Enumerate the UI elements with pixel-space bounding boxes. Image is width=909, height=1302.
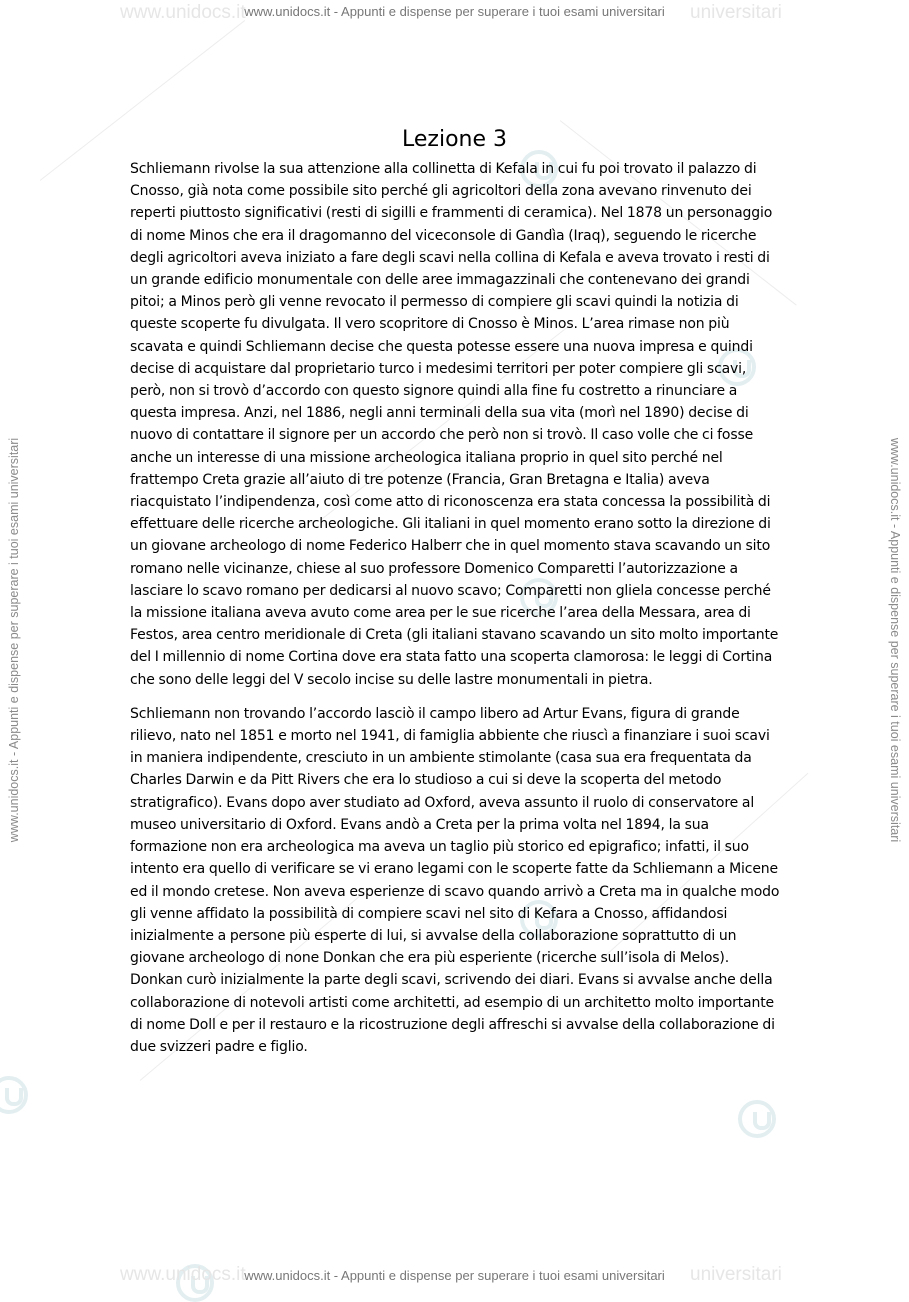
- watermark-banner-bottom: www.unidocs.it - Appunti e dispense per superare i tuoi esami universitari: [244, 1268, 665, 1283]
- document-body: [130, 158, 782, 1070]
- watermark-line: [40, 20, 245, 181]
- watermark-banner-right: www.unidocs.it - Appunti e dispense per superare i tuoi esami universitari: [888, 437, 902, 843]
- page-title: Lezione 3: [402, 126, 507, 152]
- watermark-ghost-text: www.unidocs.it: [120, 2, 246, 23]
- watermark-logo-icon: [738, 1100, 776, 1138]
- watermark-banner-left: www.unidocs.it - Appunti e dispense per superare i tuoi esami universitari: [7, 437, 21, 843]
- watermark-ghost-text: www.unidocs.it: [120, 1264, 246, 1285]
- paragraph: Schliemann rivolse la sua attenzione alla collinetta di Kefala in cui fu poi trovato il palazzo di Cnosso, già nota come possibile sito perché gli agricoltori della zona avevano rinvenuto dei reperti piuttosto significativi (resti di sigilli e frammenti di ceramica). Nel 1878 un personaggio di nome Minos che era il dragomanno del viceconsole di Gandìa (Iraq), seguendo le ricerche degli agricoltori aveva iniziato a fare degli scavi nella collina di Kefala e aveva trovato i resti di un grande edificio monumentale con delle aree immagazzinali che contenevano dei grandi pitoi; a Minos però gli venne revocato il permesso di compiere gli scavi quindi la notizia di queste scoperte fu divulgata. Il vero scopritore di Cnosso è Minos. L’area rimase non più scavata e quindi Schliemann decise che questa potesse essere una nuova impresa e quindi decise di acquistare dal proprietario turco i medesimi territori per poter compiere gli scavi, però, non si trovò d’accordo con questo signore quindi alla fine fu costretto a rinunciare a questa impresa. Anzi, nel 1886, negli anni terminali della sua vita (morì nel 1890) decise di nuovo di contattare il signore per un accordo che però non si trovò. Il caso volle che ci fosse anche un interesse di una missione archeologica italiana proprio in quel sito perché nel frattempo Creta grazie all’aiuto di tre potenze (Francia, Gran Bretagna e Italia) aveva riacquistato l’indipendenza, così come atto di riconoscenza era stata concessa la possibilità di effettuare delle ricerche archeologiche. Gli italiani in quel momento erano sotto la direzione di un giovane archeologo di nome Federico Halberr che in quel momento stava scavando un sito romano nelle vicinanze, chiese al suo professore Domenico Comparetti l’autorizzazione a lasciare lo scavo romano per dedicarsi al nuovo scavo; Comparetti non gliela concesse perché la missione italiana aveva avuto come area per le sue ricerche l’area della Messara, area di Festos, area centro meridionale di Creta (gli italiani stavano scavando un sito molto importante del I millennio di nome Cortina dove era stata fatto una scoperta clamorosa: le leggi di Cortina che sono delle leggi del V secolo incise su delle lastre monumentali in pietra.: [130, 161, 779, 688]
- paragraph: Schliemann non trovando l’accordo lasciò il campo libero ad Artur Evans, figura di grande rilievo, nato nel 1851 e morto nel 1941, di famiglia abbiente che riuscì a finanziare i suoi scavi in maniera indipendente, cresciuto in un ambiente stimolante (casa sua era frequentata da Charles Darwin e da Pitt Rivers che era lo studioso a cui si deve la scoperta del metodo stratigrafico). Evans dopo aver studiato ad Oxford, aveva assunto il ruolo di conservatore al museo universitario di Oxford. Evans andò a Creta per la prima volta nel 1894, la sua formazione non era archeologica ma aveva un taglio più storico ed epigrafico; infatti, il suo intento era quello di verificare se vi erano legami con le scoperte fatte da Schliemann a Micene ed il mondo cretese. Non aveva esperienze di scavo quando arrivò a Creta ma in qualche modo gli venne affidato la possibilità di compiere scavi nel sito di Kefara a Cnosso, affidandosi inizialmente a persone più esperte di lui, si avvalse della collaborazione soprattutto di un giovane archeologo di none Donkan che era più esperiente (ricerche sull’isola di Melos). Donkan curò inizialmente la parte degli scavi, scrivendo dei diari. Evans si avvalse anche della collaborazione di notevoli artisti come architetti, ad esempio di un architetto molto importante di nome Doll e per il restauro e la ricostruzione degli affreschi si avvalse della collaborazione di due svizzeri padre e figlio.: [130, 705, 780, 1055]
- watermark-logo-icon: [0, 1076, 28, 1114]
- watermark-ghost-text: universitari: [690, 2, 782, 23]
- watermark-ghost-text: universitari: [690, 1264, 782, 1285]
- watermark-banner-top: www.unidocs.it - Appunti e dispense per superare i tuoi esami universitari: [244, 4, 665, 19]
